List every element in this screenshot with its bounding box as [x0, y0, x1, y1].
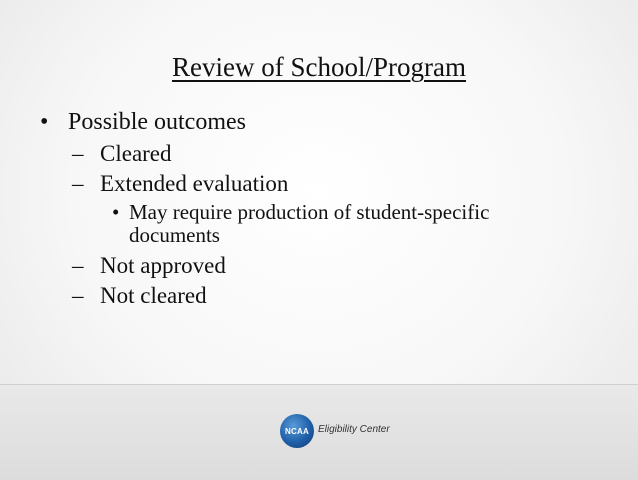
sub-item-not-cleared — [40, 282, 600, 310]
dash-marker: – — [72, 171, 84, 196]
sub-sub-item-text: May require production of student-specific documents — [129, 200, 490, 247]
bullet-possible-outcomes: • Possible outcomes — [40, 108, 600, 137]
ncaa-logo-icon: NCAA — [280, 414, 314, 448]
slide-title — [0, 50, 638, 84]
sub-item-not-approved — [40, 252, 600, 280]
sub-item-text: Extended evaluation — [100, 171, 289, 196]
slide-title-text: Review of School/Program — [172, 52, 466, 82]
sub-item-text: Not cleared — [100, 283, 207, 308]
sub-item-text: Cleared — [100, 141, 172, 166]
dash-marker: – — [72, 141, 84, 166]
ncaa-eligibility-logo — [280, 414, 390, 448]
dash-marker: – — [72, 283, 84, 308]
dash-marker: – — [72, 253, 84, 278]
logo-text: Eligibility Center — [318, 424, 390, 435]
sub-item-text: Not approved — [100, 253, 226, 278]
bullet-marker: • — [112, 200, 120, 224]
sub-item-cleared — [40, 140, 600, 168]
slide-content — [40, 108, 600, 312]
sub-item-extended-evaluation — [40, 170, 600, 198]
sub-sub-item-student-documents — [40, 201, 569, 247]
